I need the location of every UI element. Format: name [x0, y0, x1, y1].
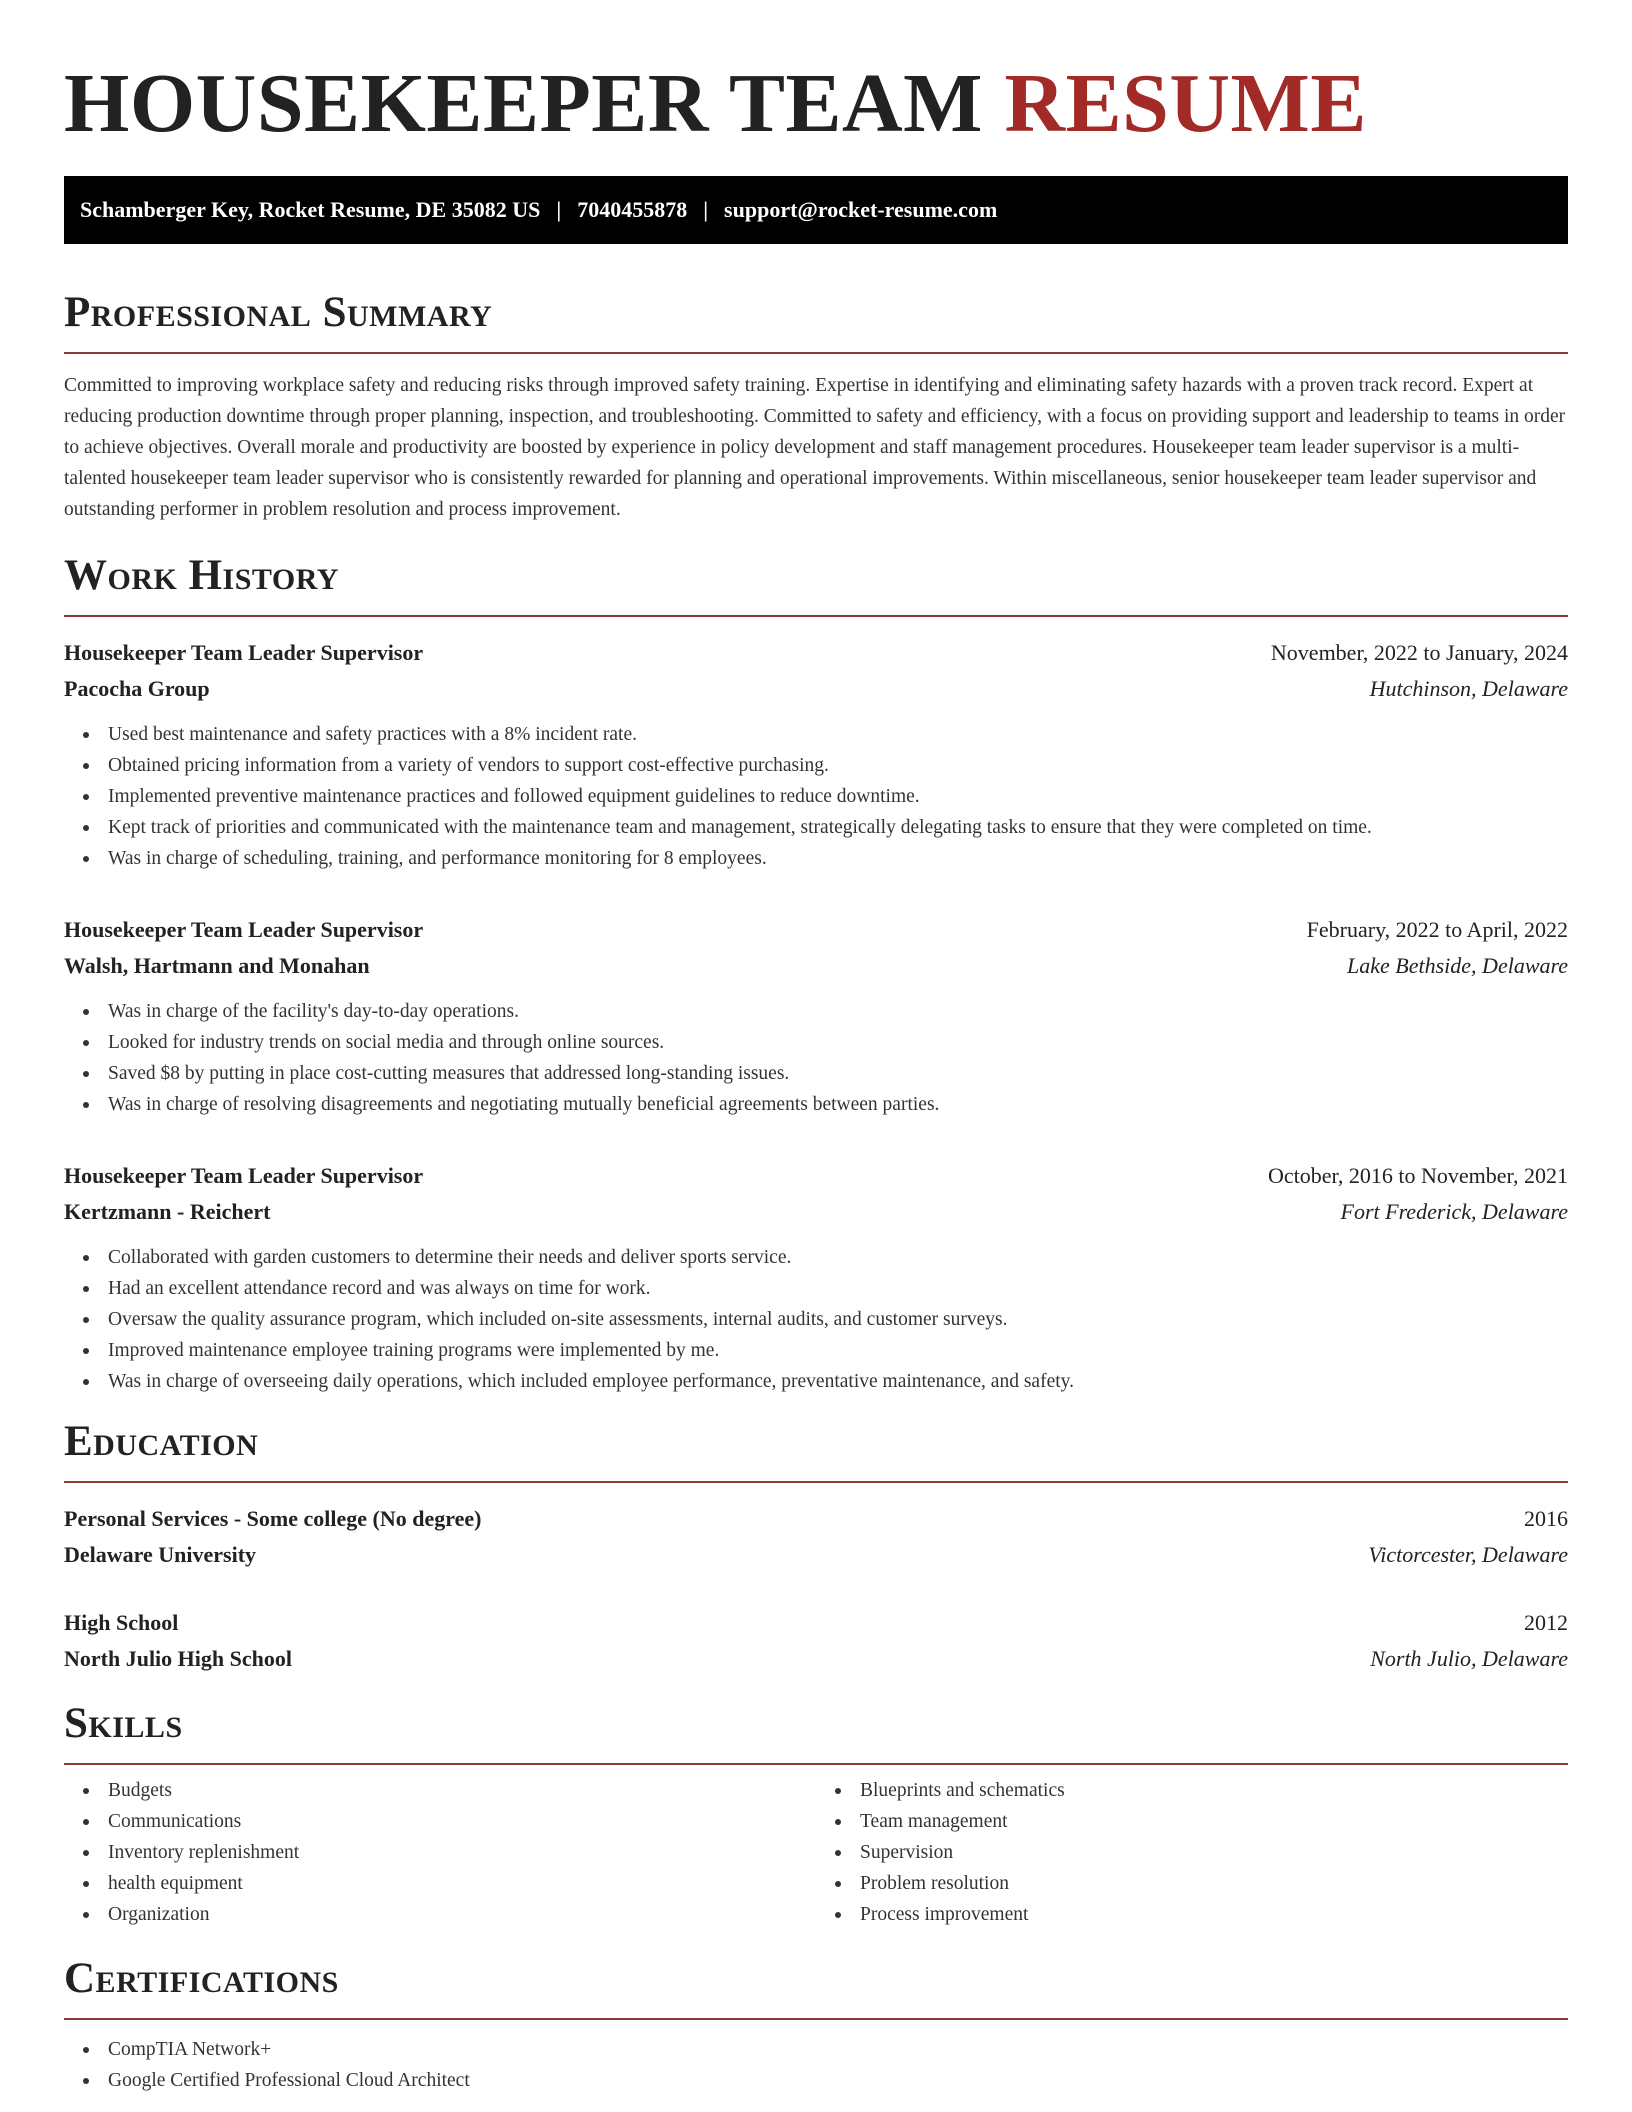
contact-email[interactable]: support@rocket-resume.com	[724, 197, 998, 222]
job-dates: October, 2016 to November, 2021	[1267, 1163, 1568, 1188]
certifications-heading: Certifications	[64, 1954, 1568, 2020]
job-bullet: Obtained pricing information from a variety of vendors to support cost-effective purchasing.	[108, 750, 1568, 781]
job-bullet: Improved maintenance employee training programs were implemented by me.	[108, 1335, 1568, 1366]
job-bullets	[64, 1242, 1568, 1397]
job-dates: November, 2022 to January, 2024	[1270, 640, 1568, 665]
skill-item: Supervision	[860, 1837, 1568, 1868]
education-location: Victorcester, Delaware	[1368, 1542, 1568, 1567]
skill-item: Communications	[108, 1806, 816, 1837]
education-location: North Julio, Delaware	[1370, 1646, 1568, 1671]
skill-item: Problem resolution	[860, 1868, 1568, 1899]
education-entry	[64, 1501, 1568, 1573]
education-year: 2012	[1524, 1610, 1568, 1635]
skill-item: Blueprints and schematics	[860, 1775, 1568, 1806]
job-bullet: Was in charge of scheduling, training, and performance monitoring for 8 employees.	[108, 843, 1568, 874]
education-degree: Personal Services - Some college (No degree)	[64, 1506, 482, 1531]
job-bullet: Was in charge of resolving disagreements and negotiating mutually beneficial agreements between parties.	[108, 1089, 1568, 1120]
education-year: 2016	[1524, 1506, 1568, 1531]
job-bullet: Saved $8 by putting in place cost-cutting measures that addressed long-standing issues.	[108, 1058, 1568, 1089]
education-heading: Education	[64, 1417, 1568, 1483]
contact-address: Schamberger Key, Rocket Resume, DE 35082 US	[80, 197, 541, 222]
job-company: Kertzmann - Reichert	[64, 1199, 271, 1224]
job-dates: February, 2022 to April, 2022	[1306, 917, 1568, 942]
contact-separator: |	[703, 197, 709, 222]
education-degree: High School	[64, 1610, 179, 1635]
certification-item: Google Certified Professional Cloud Architect	[108, 2065, 1568, 2096]
job-bullet: Used best maintenance and safety practices with a 8% incident rate.	[108, 719, 1568, 750]
contact-separator: |	[556, 197, 562, 222]
job-bullet: Implemented preventive maintenance practices and followed equipment guidelines to reduce downtime.	[108, 781, 1568, 812]
education-list	[64, 1501, 1568, 1677]
work-history-heading: Work History	[64, 551, 1568, 617]
skill-item: health equipment	[108, 1868, 816, 1899]
job-location: Fort Frederick, Delaware	[1340, 1199, 1568, 1224]
education-entry	[64, 1605, 1568, 1677]
contact-phone[interactable]: 7040455878	[577, 197, 688, 222]
job-entry	[64, 912, 1568, 1120]
job-bullet: Had an excellent attendance record and was always on time for work.	[108, 1273, 1568, 1304]
job-entry	[64, 1158, 1568, 1397]
skills-heading: Skills	[64, 1699, 1568, 1765]
job-bullets	[64, 996, 1568, 1120]
job-bullet: Was in charge of overseeing daily operations, which included employee performance, preventative maintenance, and safety.	[108, 1366, 1568, 1397]
job-bullet: Was in charge of the facility's day-to-day operations.	[108, 996, 1568, 1027]
job-position: Housekeeper Team Leader Supervisor	[64, 917, 424, 942]
job-bullet: Collaborated with garden customers to determine their needs and deliver sports service.	[108, 1242, 1568, 1273]
summary-heading: Professional Summary	[64, 288, 1568, 354]
skill-item: Budgets	[108, 1775, 816, 1806]
skill-item: Team management	[860, 1806, 1568, 1837]
skill-item: Inventory replenishment	[108, 1837, 816, 1868]
job-bullets	[64, 719, 1568, 874]
education-school: Delaware University	[64, 1542, 257, 1567]
skills-columns	[64, 1775, 1568, 1930]
skills-list-left	[64, 1775, 816, 1930]
certification-item: CompTIA Network+	[108, 2034, 1568, 2065]
job-location: Lake Bethside, Delaware	[1347, 953, 1568, 978]
summary-text: Committed to improving workplace safety and reducing risks through improved safety training. Expertise in identifying and eliminating safety hazards with a proven track record. Expert at reducing production downtime through proper planning, inspection, and troubleshooting. Committed to safety and efficiency, with a focus on providing support and leadership to teams in order to achieve objectives. Overall morale and productivity are boosted by experience in policy development and staff management procedures. Housekeeper team leader supervisor is a multi-talented housekeeper team leader supervisor who is consistently rewarded for planning and operational improvements. Within miscellaneous, senior housekeeper team leader supervisor and outstanding performer in problem resolution and process improvement.	[64, 375, 1566, 520]
resume-title-main: HOUSEKEEPER TEAM	[64, 57, 983, 150]
job-bullet: Oversaw the quality assurance program, which included on-site assessments, internal audits, and customer surveys.	[108, 1304, 1568, 1335]
skill-item: Process improvement	[860, 1899, 1568, 1930]
job-bullet: Kept track of priorities and communicated with the maintenance team and management, strategically delegating tasks to ensure that they were completed on time.	[108, 812, 1568, 843]
education-school: North Julio High School	[64, 1646, 292, 1671]
certifications-list	[64, 2034, 1568, 2096]
job-location: Hutchinson, Delaware	[1369, 676, 1568, 701]
job-bullet: Looked for industry trends on social media and through online sources.	[108, 1027, 1568, 1058]
job-position: Housekeeper Team Leader Supervisor	[64, 1163, 424, 1188]
contact-bar	[64, 176, 1568, 244]
skill-item: Organization	[108, 1899, 816, 1930]
job-entry	[64, 635, 1568, 874]
skills-list-right	[816, 1775, 1568, 1930]
resume-title	[64, 56, 1568, 152]
job-position: Housekeeper Team Leader Supervisor	[64, 640, 424, 665]
resume-title-accent: RESUME	[1004, 57, 1367, 150]
work-history-list	[64, 635, 1568, 1397]
job-company: Pacocha Group	[64, 676, 210, 701]
job-company: Walsh, Hartmann and Monahan	[64, 953, 370, 978]
